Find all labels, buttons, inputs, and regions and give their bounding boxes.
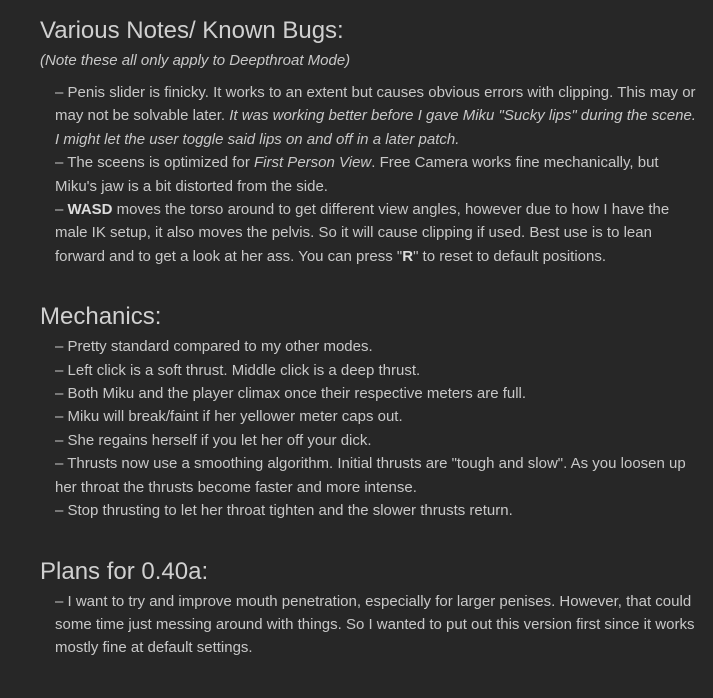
list-item: – Miku will break/faint if her yellower meter caps out. [55,408,403,426]
notes-item-text: – Penis slider is finicky. It works to an extent but causes obvious errors with clipping. This may or may not be solvable later. [55,84,696,125]
plans-section [40,556,699,660]
notes-heading: Various Notes/ Known Bugs: [40,17,344,44]
notes-item-wasd [55,198,699,268]
list-item: – Pretty standard compared to my other modes. [55,338,373,356]
list-item: – Thrusts now use a smoothing algorithm. Initial thrusts are "tough and slow". As you loosen up her throat the thrusts become faster and more intense. [55,455,686,496]
notes-item-text: . Free Camera works fine mechanically, but Miku's jaw is a bit distorted from the side. [55,154,659,195]
notes-item-key-wasd: WASD [67,201,113,219]
notes-subtitle: (Note these all only apply to Deepthroat Mode) [40,52,351,69]
list-item: – I want to try and improve mouth penetration, especially for larger penises. However, that could some time just messing around with things. So I wanted to put out this version first since it works mostly fine at default settings. [55,592,695,657]
notes-item-text: – The sceens is optimized for [55,154,254,172]
notes-item-dash: – [55,201,68,219]
mechanics-section [40,301,699,522]
list-item: – Left click is a soft thrust. Middle click is a deep thrust. [55,361,421,379]
plans-heading: Plans for 0.40a: [40,557,209,585]
list-item: – Stop thrusting to let her throat tighten and the slower thrusts return. [55,502,513,520]
notes-list [40,81,699,268]
list-item: – Both Miku and the player climax once their respective meters are full. [55,385,527,403]
notes-item-text: moves the torso around to get different view angles, however due to how I have the male IK setup, it also moves the pelvis. So it will cause clipping if used. Best use is to lean forward and to get a look at her ass. You can press " [55,201,670,265]
notes-section [40,15,699,268]
notes-item-italic: First Person View [253,154,372,172]
notes-item-text: " to reset to default positions. [413,247,606,265]
mechanics-list [40,335,699,522]
notes-item-italic: It was working better before I gave Miku "Sucky lips" during the scene. I might let the user toggle said lips on and off in a later patch. [55,107,696,148]
plans-list [40,590,699,660]
notes-item-penis-slider [55,81,699,151]
notes-item-key-r: R [402,247,414,265]
mechanics-heading: Mechanics: [40,303,162,331]
notes-item-camera [55,151,699,198]
list-item: – She regains herself if you let her off your dick. [55,431,372,449]
